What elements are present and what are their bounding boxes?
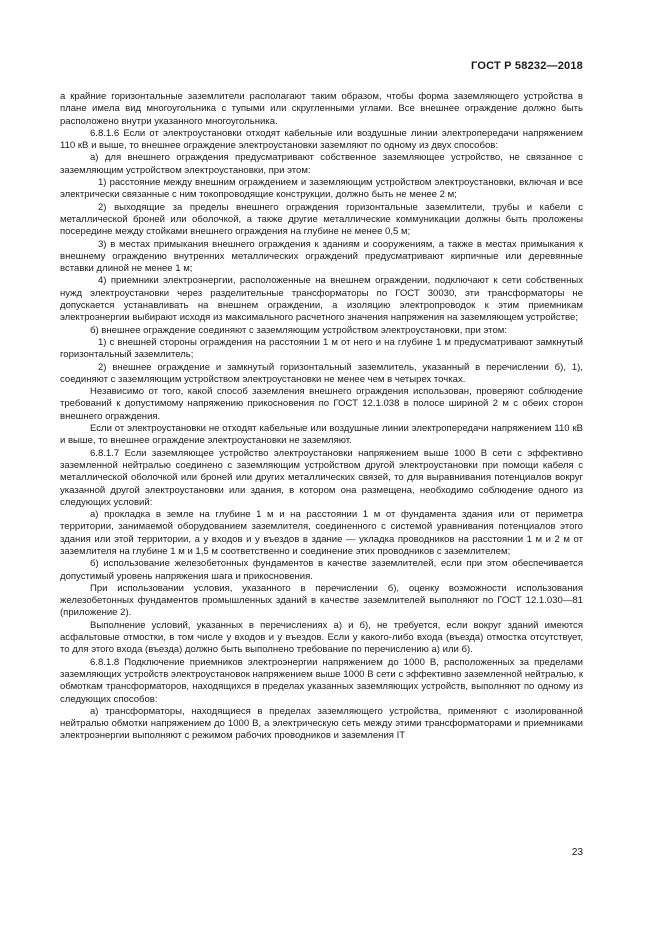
sub-item-a-2: 2) выходящие за пределы внешнего ограждения горизонтальные заземлители, трубы и кабели с металлической броней или оболочкой, а также другие металлические коммуникации должны быть проложены посередине между стойками внешнего ограждения на глубине не менее 0,5 м; — [60, 201, 583, 238]
sub-item-b-1: 1) с внешней стороны ограждения на расстоянии 1 м от него и на глубине 1 м предусматривают замкнутый горизонтальный заземлитель; — [60, 336, 583, 361]
sub-item-b-2: 2) внешнее ограждение и замкнутый горизонтальный заземлитель, указанный в перечислении б), 1), соединяют с заземляющим устройством электроустановки не менее чем в четырех точках. — [60, 361, 583, 385]
condition-b: б) использование железобетонных фундаментов в качестве заземлителей, если при этом обеспечивается допустимый уровень напряжения шага и прикосновения. — [60, 558, 583, 582]
paragraph-no-lines: Если от электроустановки не отходят кабельные или воздушные линии электропередачи напряжением 110 кВ и выше, то внешнее ограждение электроустановки не заземляют. — [60, 423, 583, 447]
sub-item-a-3: 3) в местах примыкания внешнего ограждения к зданиям и сооружениям, а также в местах примыкания к внешнему ограждению внутренних металлических ограждений предусматривают кирпичные или деревянные вставки длиной не менее 1 м; — [60, 238, 583, 275]
sub-item-a-4: 4) приемники электроэнергии, расположенные на внешнем ограждении, подключают к сети собственных нужд электроустановки через разделительные трансформаторы по ГОСТ 30030, эти трансформаторы не допускается устанавливать на внешнем ограждении, а изоляцию электропроводок к этим приемникам электроэнергии выбирают исходя из максимального расчетного значения напряжения на заземляющем устройстве; — [60, 275, 583, 324]
clause-6-8-1-8: 6.8.1.8 Подключение приемников электроэнергии напряжением до 1000 В, расположенных за пределами заземляющих устройств электроустановок напряжением выше 1000 В сети с эффективно заземленной нейтралью, к обмоткам трансформаторов, находящихся в пределах указанных заземляющих устройств, выполняют по одному из следующих способов: — [60, 656, 583, 705]
clause-6-8-1-7: 6.8.1.7 Если заземляющее устройство электроустановки напряжением выше 1000 В сети с эффективно заземленной нейтралью соединено с заземляющим устройством другой электроустановки при помощи кабеля с металлической оболочкой или броней или других металлических связей, то для выравнивания потенциалов вокруг указанной другой электроустановки или здания, в котором она размещена, необходимо соблюдение одного из следующих условий: — [60, 447, 583, 508]
list-item-a: а) для внешнего ограждения предусматривают собственное заземляющее устройство, не связанное с заземляющим устройством электроустановки, при этом: — [60, 152, 583, 176]
paragraph-asphalt: Выполнение условий, указанных в перечислениях а) и б), не требуется, если вокруг зданий имеются асфальтовые отмостки, в том числе у входов и у въездов. Если у какого-либо входа (въезда) отмостка отсутствует, то для этого входа (въезда) должно быть выполнено требование по перечислению а) или б). — [60, 619, 583, 656]
list-item-b: б) внешнее ограждение соединяют с заземляющим устройством электроустановки, при этом: — [90, 324, 507, 336]
method-a: а) трансформаторы, находящиеся в пределах заземляющего устройства, применяют с изолированной нейтралью обмотки напряжением до 1000 В, а электрическую сеть между этими трансформаторами и приемниками электроэнергии выполняют с режимом рабочих проводников и заземления IT — [60, 705, 583, 742]
page-number: 23 — [571, 847, 583, 858]
clause-6-8-1-6: 6.8.1.6 Если от электроустановки отходят кабельные или воздушные линии электропередачи напряжением 110 кВ и выше, то внешнее ограждение электроустановки заземляют по одному из двух способов: — [60, 127, 583, 152]
sub-item-a-1: 1) расстояние между внешним ограждением и заземляющим устройством электроустановки, включая и все электрически связанные с ним токопроводящие конструкции, должно быть не менее 2 м; — [60, 177, 583, 201]
paragraph-continuation: а крайние горизонтальные заземлители располагают таким образом, чтобы форма заземляющего устройства в плане имела вид многоугольника с тупыми или скругленными углами. Все внешнее ограждение должно быть расположено внутри указанного многоугольника. — [60, 91, 583, 127]
paragraph-foundations: При использовании условия, указанного в перечислении б), оценку возможности использования железобетонных фундаментов промышленных зданий в качестве заземлителей выполняют по ГОСТ 12.1.030—81 (приложение 2). — [60, 582, 583, 619]
paragraph-touch-voltage: Независимо от того, какой способ заземления внешнего ограждения использован, проверяют соблюдение требований к допустимому напряжению прикосновения по ГОСТ 12.1.038 в полосе шириной 2 м с обеих сторон внешнего ограждения. — [60, 386, 583, 422]
standard-designation: ГОСТ Р 58232—2018 — [471, 60, 583, 72]
condition-a: а) прокладка в земле на глубине 1 м и на расстоянии 1 м от фундамента здания или от периметра территории, занимаемой оборудованием заземлителя, соединенного с системой уравнивания потенциалов этого здания или этой территории, а у входов и у въездов в здание — укладка проводников на расстоянии 1 м и 2 м от заземлителя на глубине 1 м и 1,5 м соответственно и соединение этих проводников с заземлителем; — [60, 509, 583, 557]
document-body — [60, 91, 583, 743]
